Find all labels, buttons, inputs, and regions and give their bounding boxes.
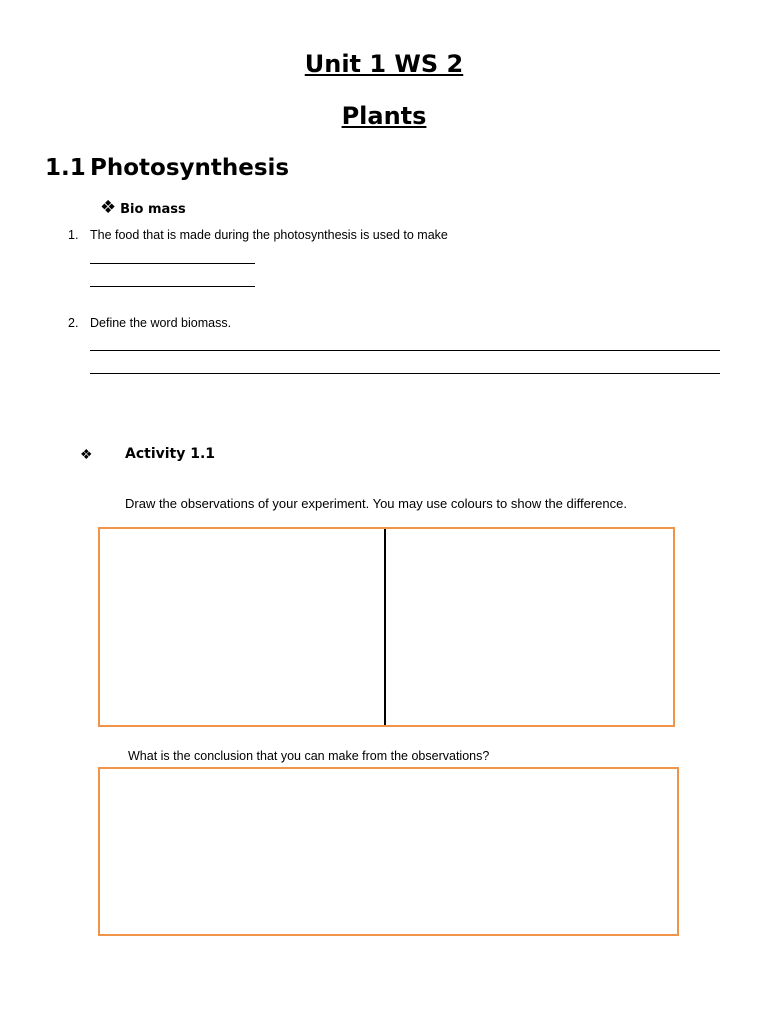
subheading xyxy=(100,197,186,218)
question-text: Define the word biomass. xyxy=(90,316,232,330)
observation-drawing-box[interactable] xyxy=(98,527,675,727)
section-heading xyxy=(45,155,289,181)
four-diamond-bullet-icon: ❖ xyxy=(80,446,93,462)
page-title: Unit 1 WS 2 xyxy=(304,50,464,78)
answer-line[interactable] xyxy=(90,350,720,351)
answer-line[interactable] xyxy=(90,263,255,264)
subheading-label: Bio mass xyxy=(120,202,186,217)
activity-label: Activity 1.1 xyxy=(125,446,216,462)
page-subtitle: Plants xyxy=(341,102,427,130)
question-number: 2. xyxy=(68,316,79,330)
answer-line[interactable] xyxy=(90,373,720,374)
conclusion-question: What is the conclusion that you can make from the observations? xyxy=(128,749,490,763)
four-diamond-bullet-icon: ❖ xyxy=(100,197,117,218)
section-title: Photosynthesis xyxy=(90,155,290,181)
conclusion-answer-box[interactable] xyxy=(98,767,679,936)
question-text: The food that is made during the photosynthesis is used to make xyxy=(90,228,448,242)
question-number: 1. xyxy=(68,228,79,242)
observation-divider xyxy=(384,529,386,725)
answer-line[interactable] xyxy=(90,286,255,287)
activity-instruction: Draw the observations of your experiment. You may use colours to show the difference. xyxy=(125,496,627,511)
section-number: 1.1 xyxy=(45,155,86,181)
